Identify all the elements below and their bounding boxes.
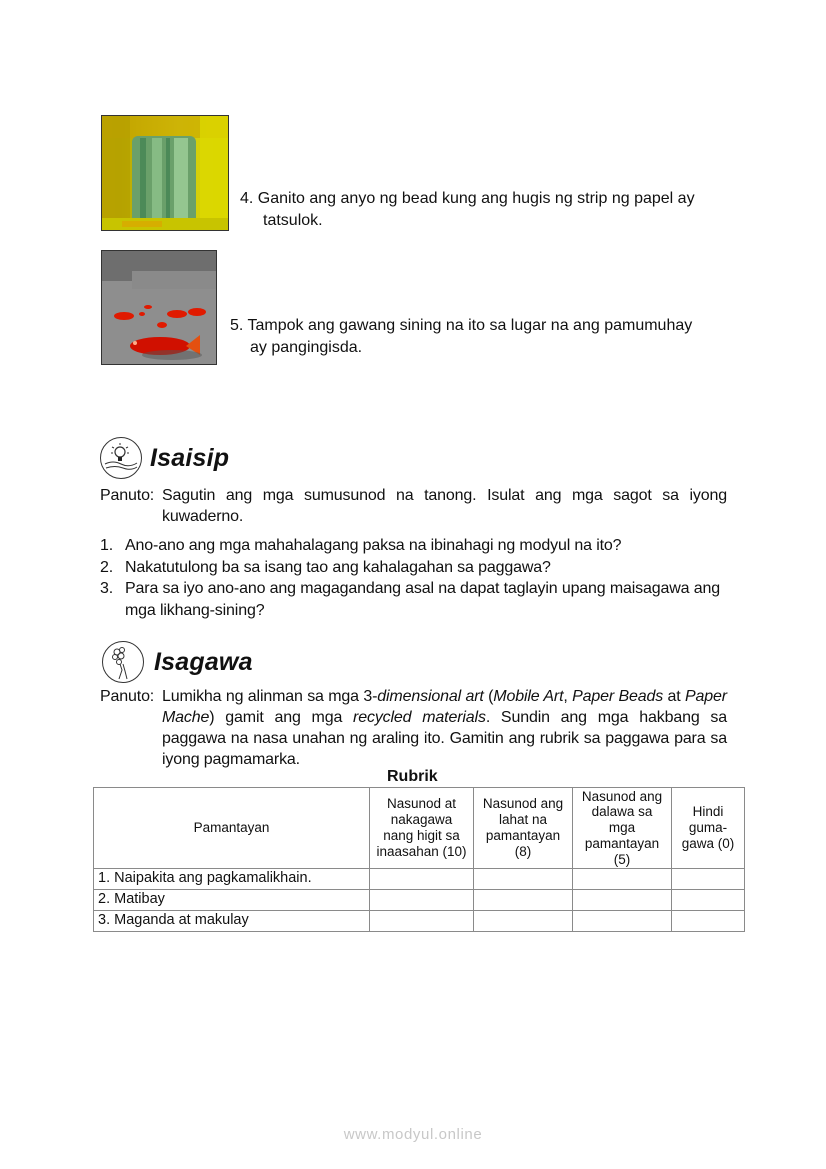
text-run: ,: [563, 688, 573, 705]
table-row: [94, 911, 745, 932]
isagawa-instructions: [100, 686, 727, 770]
score-cell[interactable]: [672, 890, 745, 911]
question-item: [100, 557, 730, 579]
score-cell[interactable]: [474, 869, 573, 890]
isagawa-title: Isagawa: [154, 647, 253, 676]
isaisip-instructions: [100, 485, 727, 527]
header-score-5: Nasunod ang dalawa sa mga pamantayan (5): [573, 788, 672, 869]
table-row: [94, 869, 745, 890]
text-run: ) gamit ang mga: [209, 709, 354, 726]
item-5-text: [230, 315, 692, 359]
question-number: 3.: [100, 580, 114, 597]
score-cell[interactable]: [474, 911, 573, 932]
isaisip-heading: [100, 437, 229, 479]
question-number: 2.: [100, 558, 114, 576]
header-score-8: Nasunod ang lahat na pamantayan (8): [474, 788, 573, 869]
text-run: at: [663, 688, 686, 705]
italic-run: dimensional art: [377, 688, 484, 705]
item-5-line1: 5. Tampok ang gawang sining na ito sa lugar na ang pamumuhay: [230, 317, 693, 334]
score-cell[interactable]: [370, 911, 474, 932]
text-run: (: [483, 688, 494, 705]
question-text: Para sa iyo ano-ano ang magagandang asal na dapat taglayin upang maisagawa ang mga likhang-sining?: [125, 580, 720, 619]
italic-run: Paper Mache: [162, 688, 727, 726]
score-cell[interactable]: [672, 869, 745, 890]
italic-run: recycled materials: [353, 709, 486, 726]
item-4-line1: 4. Ganito ang anyo ng bead kung ang hugis ng strip ng papel ay: [240, 190, 695, 207]
question-item: [100, 535, 730, 557]
italic-run: Paper Beads: [572, 688, 664, 705]
score-cell[interactable]: [573, 869, 672, 890]
criterion-cell: 3. Maganda at makulay: [94, 911, 370, 932]
panuto-label: Panuto:: [100, 487, 155, 504]
header-pamantayan: Pamantayan: [94, 788, 370, 869]
text-run: Lumikha ng alinman sa mga 3-: [162, 688, 378, 705]
hand-flowers-icon: [102, 641, 144, 683]
score-cell[interactable]: [370, 890, 474, 911]
fish-artwork-image: [101, 250, 217, 365]
item-4-line2: tatsulok.: [263, 212, 323, 229]
question-item: [100, 578, 730, 621]
question-number: 1.: [100, 537, 114, 554]
lightbulb-hand-icon: [100, 437, 142, 479]
score-cell[interactable]: [474, 890, 573, 911]
table-row: [94, 890, 745, 911]
score-cell[interactable]: [573, 890, 672, 911]
rubric-header-row: [94, 788, 745, 869]
fish-illustration: [102, 251, 216, 364]
bead-illustration: [102, 116, 228, 230]
isaisip-title: Isaisip: [150, 443, 230, 472]
item-5-line2: ay pangingisda.: [250, 339, 363, 356]
panuto-text: [162, 686, 727, 770]
score-cell[interactable]: [573, 911, 672, 932]
header-score-0: Hindi guma-gawa (0): [672, 788, 745, 869]
text-run: . Sundin ang mga hakbang sa paggawa na nasa unahan ng araling ito. Gamitin ang rubrik sa paggawa para sa iyong pagmamarka.: [162, 709, 727, 768]
item-4-text: [240, 188, 695, 232]
isaisip-questions: [100, 535, 730, 621]
question-text: Ano-ano ang mga mahahalagang paksa na ibinahagi ng modyul na ito?: [125, 537, 622, 554]
rubric-table: [93, 787, 745, 932]
italic-run: Mobile Art: [493, 688, 564, 705]
criterion-cell: 1. Naipakita ang pagkamalikhain.: [94, 869, 370, 890]
watermark: www.modyul.online: [343, 1126, 483, 1143]
panuto-label: Panuto:: [100, 688, 155, 705]
score-cell[interactable]: [672, 911, 745, 932]
bead-image: [101, 115, 229, 231]
question-text: Nakatutulong ba sa isang tao ang kahalagahan sa paggawa?: [125, 558, 551, 576]
criterion-cell: 2. Matibay: [94, 890, 370, 911]
score-cell[interactable]: [370, 869, 474, 890]
isagawa-heading: [102, 641, 253, 683]
rubric-title: Rubrik: [387, 768, 438, 785]
panuto-text: Sagutin ang mga sumusunod na tanong. Isulat ang mga sagot sa iyong kuwaderno.: [162, 487, 727, 525]
header-score-10: Nasunod at nakagawa nang higit sa inaasahan (10): [370, 788, 474, 869]
